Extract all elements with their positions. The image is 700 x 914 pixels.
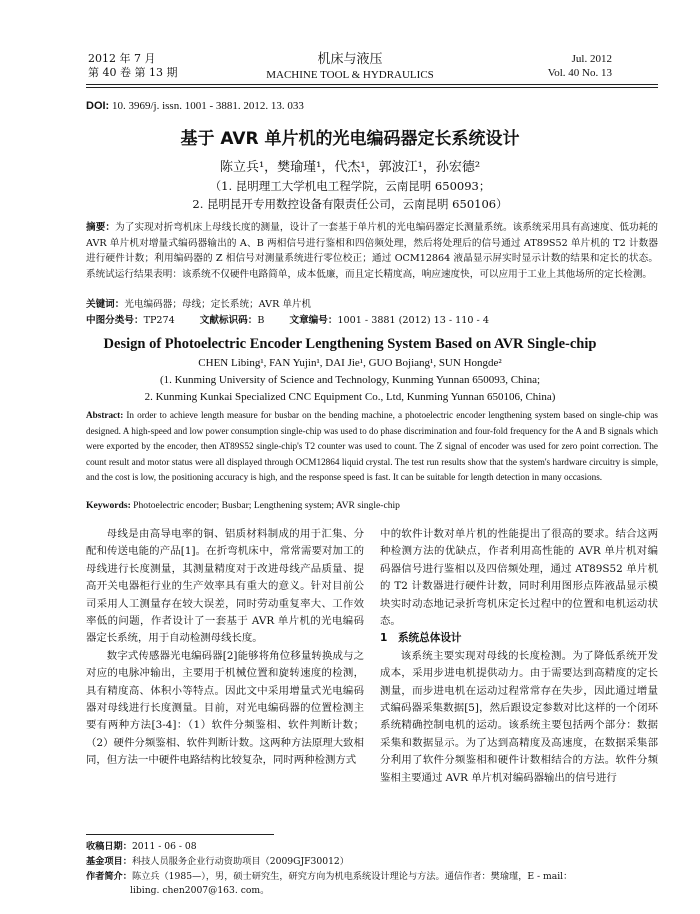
header-rule-bottom: [86, 87, 658, 88]
affiliation-en-2: 2. Kunming Kunkai Specialized CNC Equipment Co., Ltd, Kunming Yunnan 650106, China): [144, 391, 556, 403]
clc-field: [86, 315, 175, 326]
abstract-cn-text: 为了实现对折弯机床上母线长度的测量，设计了一套基于单片机的光电编码器定长测量系统。该系统采用具有高速度、低功耗的 AVR 单片机对增量式编码器输出的 A、B 两相信号进行鉴相和四倍频处理，然后将处理后的信号通过 AT89S52 单片机的 T2 计数器进行硬件计数；利用编码器的 Z 相信号对测量系统进行零位校正；通过 OCM12864 液晶显示屏实时显示计数的结果和定长的状态。系统试运行结果表明：该系统不仅硬件电路简单，成本低廉，而且定长精度高，响应速度快，可以应用于工业上其他场所的定长检测。: [86, 222, 659, 280]
author-email: libing. chen2007@163. com。: [130, 885, 270, 896]
received-label: 收稿日期：: [86, 841, 132, 852]
doi-label: DOI:: [86, 100, 110, 112]
abstract-en-text: In order to achieve length measure for busbar on the bending machine, a photoelectric encoder lengthening system based on single-chip was designed. A high-speed and low power consumption single-chip was used to do phase discrimination and four-fold frequency for the A and B signals which were exported by the encoder, then AT89S52 single-chip's T2 counter was used to count. The Z signal of encoder was used for zero point correction. The count result and motor status were all displayed through OCM12864 liquid crystal. The test run results show that the system's hardware circuitry is simple, and the cost is low, the positioning accuracy is high, and the response speed is fast. It can be suitable for length detection in many occasions.: [86, 410, 658, 482]
abstract-en-label: Abstract:: [86, 410, 124, 420]
clc-label: 中图分类号：: [86, 315, 144, 326]
abstract-cn-label: 摘要：: [86, 222, 116, 233]
header-rule-top: [86, 84, 658, 85]
doi-value: 10. 3969/j. issn. 1001 - 3881. 2012. 13. 033: [109, 100, 304, 112]
affiliation-cn-2: 2. 昆明昆开专用数控设备有限责任公司，云南昆明 650106）: [192, 197, 508, 211]
header-date-en: Jul. 2012: [571, 53, 612, 65]
article-number-value: 1001 - 3881 (2012) 13 - 110 - 4: [337, 315, 489, 326]
footnote-received: [86, 840, 658, 854]
affiliation-cn-1: （1. 昆明理工大学机电工程学院，云南昆明 650093；: [209, 179, 491, 193]
body-paragraph: 数字式传感器光电编码器[2]能够将角位移量转换成与之对应的电脉冲输出，主要用于机械位置和旋转速度的检测，具有精度高、体积小等特点。因此文中采用增量式光电编码器对母线进行长度测量。目前，对光电编码器的位置检测主要有两种方法[3-4]：（1）软件分频鉴相、软件判断计数；（2）硬件分频鉴相、软件判断计数。这两种方法原理大致相同，但方法一中硬件电路结构比较复杂，同时两种检测方式: [86, 649, 364, 767]
received-value: 2011 - 06 - 08: [131, 841, 197, 852]
body-paragraph: 母线是由高导电率的铜、铝质材料制成的用于汇集、分配和传送电能的产品[1]。在折弯机床中，常常需要对加工的母线进行长度测量，其测量精度对于改进母线产品质量、提高开关电器柜行业的生产效率具有重大的意义。针对目前公司采用人工测量存在较大误差，同时劳动重复率大、工作效率低的问题，作者设计了一套基于 AVR 单片机的光电编码器定长系统，用于自动检测母线长度。: [86, 528, 364, 645]
paper-title-cn: 基于 AVR 单片机的光电编码器定长系统设计: [180, 129, 520, 149]
header-date-cn: 2012 年 7 月: [88, 52, 156, 65]
doc-code-label: 文献标识码：: [199, 315, 258, 326]
abstract-en: [86, 408, 658, 486]
clc-value: TP274: [143, 315, 175, 326]
body-paragraph: 中的软件计数对单片机的性能提出了很高的要求。结合这两种检测方法的优缺点，作者利用高性能的 AVR 单片机对编码器信号进行鉴相以及四倍频处理，通过 AT89S52 单片机的 T2 计数器进行硬件计数，同时利用图形点阵液晶显示模块实时动态地记录折弯机床定长过程中的位置和电机运动状态。: [380, 528, 658, 628]
keywords-en-text: Photoelectric encoder; Busbar; Lengthening system; AVR single-chip: [130, 500, 400, 511]
affiliation-en-1: (1. Kunming University of Science and Technology, Kunming Yunnan 650093, China;: [159, 374, 541, 386]
author-bio-value: 陈立兵（1985—），男，硕士研究生，研究方向为机电系统设计理论与方法。通信作者：樊瑜瑾，E - mail：: [131, 871, 573, 882]
keywords-cn-label: 关键词：: [86, 299, 125, 310]
body-column-right: [380, 526, 658, 787]
body-column-left: [86, 526, 364, 770]
paper-title-en: Design of Photoelectric Encoder Lengthening System Based on AVR Single-chip: [103, 336, 597, 352]
footnote-fund: [86, 855, 658, 869]
authors-cn: 陈立兵¹，樊瑜瑾¹，代杰¹，郭波江¹，孙宏德²: [219, 160, 481, 175]
journal-name-en: MACHINE TOOL & HYDRAULICS: [266, 69, 434, 81]
authors-en: CHEN Libing¹, FAN Yujin¹, DAI Jie¹, GUO Bojiang¹, SUN Hongde²: [198, 357, 502, 369]
author-bio-label: 作者简介：: [86, 871, 132, 882]
abstract-cn: [86, 220, 658, 282]
classification-line: [86, 312, 511, 326]
doi-line: [86, 100, 304, 112]
body-paragraph: 该系统主要实现对母线的长度检测。为了降低系统开发成本，采用步进电机提供动力。由于需要达到高精度的定长测量，而步进电机在运动过程常常存在失步，因此通过增量式编码器采集数据[5]，然后跟设定参数对比这样的一个闭环系统精确控制电机的运动。该系统主要包括两个部分：数据采集和数据显示。为了达到高精度及高速度，在数据采集部分利用了软件分频鉴相和硬件计数相结合的方法。软件分频鉴相主要通过 AVR 单片机对编码器输出的信号进行: [380, 649, 658, 784]
header-right: [548, 52, 612, 80]
footnote-author: [86, 870, 658, 898]
header-volume-cn: 第 40 卷 第 13 期: [88, 66, 178, 79]
keywords-en: [86, 500, 400, 511]
section-heading: 1 系统总体设计: [380, 632, 462, 645]
keywords-cn-text: 光电编码器；母线；定长系统；AVR 单片机: [124, 299, 312, 310]
keywords-cn: [86, 296, 311, 310]
footnote-rule: [86, 834, 274, 835]
fund-label: 基金项目：: [86, 856, 132, 867]
fund-value: 科技人员服务企业行动资助项目（2009GJF30012）: [131, 856, 349, 867]
keywords-en-label: Keywords:: [86, 500, 131, 511]
doc-code-field: [200, 315, 265, 326]
doc-code-value: B: [257, 315, 265, 326]
article-number-field: [289, 315, 488, 326]
article-number-label: 文章编号：: [289, 315, 338, 326]
header-volume-en: Vol. 40 No. 13: [547, 67, 612, 79]
journal-name-cn: 机床与液压: [317, 52, 383, 67]
